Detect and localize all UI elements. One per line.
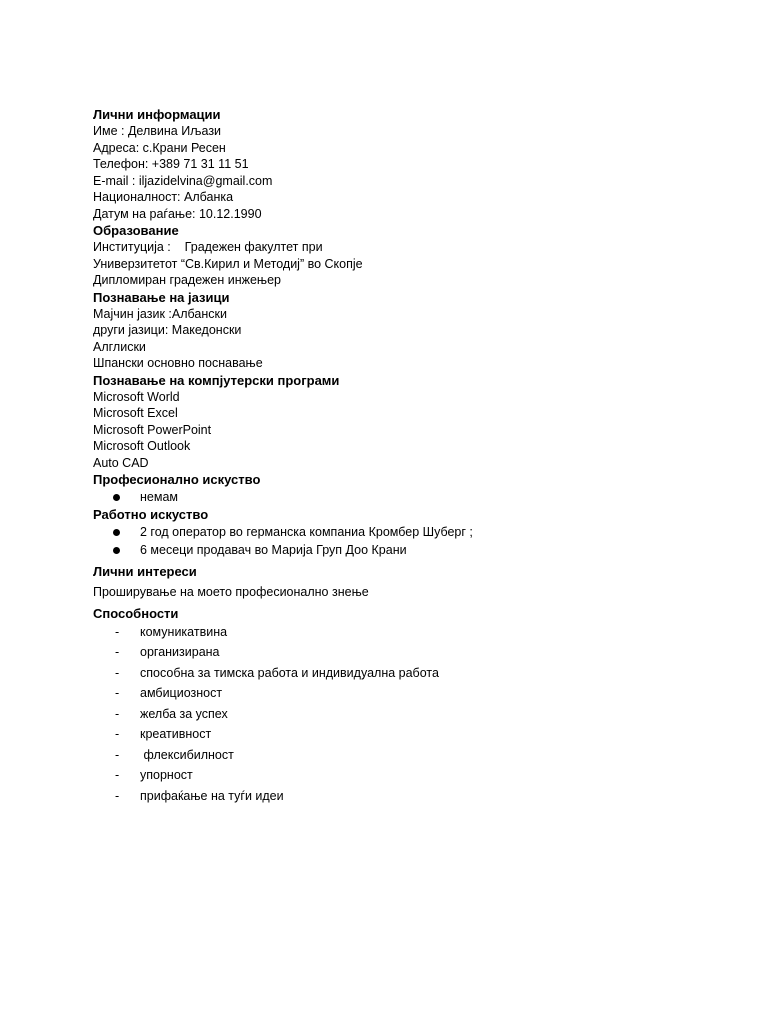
phone-line: Телефон: +389 71 31 11 51: [93, 157, 249, 171]
interests-text: Проширување на моето професионално знење: [93, 585, 369, 599]
email-line: E-mail : iljazidelvina@gmail.com: [93, 173, 273, 188]
name-line: Име : Делвина Иљази: [93, 124, 222, 138]
ability-text: креативност: [140, 727, 212, 741]
personal-info-heading: Лични информации: [93, 107, 221, 122]
education-heading: Образование: [93, 223, 179, 238]
language-line: други јазици: Македонски: [93, 323, 242, 337]
dash-marker: -: [115, 645, 120, 659]
professional-item-text: немам: [140, 489, 178, 504]
dash-marker: -: [115, 706, 120, 721]
dash-marker: -: [115, 686, 120, 700]
bullet-icon: [93, 524, 140, 541]
dash-marker: -: [115, 727, 120, 741]
language-line: Мајчин јазик :Албански: [93, 306, 227, 321]
nationality-line: Националност: Албанка: [93, 190, 234, 204]
list-item: [93, 488, 733, 506]
dash-marker: -: [115, 768, 120, 782]
interests-heading: Лични интереси: [93, 564, 197, 579]
list-item: [93, 622, 733, 643]
list-item: [93, 765, 733, 786]
list-item: [93, 663, 733, 684]
ability-text: прифаќање на туѓи идеи: [140, 788, 284, 803]
work-item-text: 6 месеци продавач во Марија Груп Доо Крани: [140, 542, 407, 557]
work-heading: Работно искуство: [93, 507, 209, 522]
work-item-text: 2 год оператор во германска компаниа Кромбер Шуберг ;: [140, 524, 473, 539]
ability-text: организирана: [140, 645, 220, 659]
address-line: Адреса: с.Крани Ресен: [93, 140, 226, 155]
education-university-line: Универзитетот “Св.Кирил и Методиј” во Скопје: [93, 256, 363, 271]
education-institution-line: Институција : Градежен факултет при: [93, 240, 323, 254]
language-line: Алглиски: [93, 339, 146, 354]
abilities-heading: Способности: [93, 605, 179, 621]
list-item: [93, 745, 733, 766]
dash-marker: -: [115, 747, 120, 762]
bullet-icon: [93, 542, 140, 559]
ability-text: комуникатвина: [140, 624, 228, 639]
software-line: Microsoft PowerPoint: [93, 422, 212, 437]
ability-text: способна за тимска работа и индивидуална работа: [140, 665, 439, 680]
list-item: [93, 704, 733, 725]
ability-text: амбициозност: [140, 686, 223, 700]
ability-text: желба за успех: [140, 706, 228, 721]
list-item: [93, 683, 733, 704]
software-line: Auto CAD: [93, 455, 149, 470]
education-degree-line: Дипломиран градежен инжењер: [93, 273, 281, 287]
bullet-icon: [93, 489, 140, 506]
list-item: [93, 541, 733, 559]
software-line: Microsoft Outlook: [93, 439, 191, 453]
software-heading: Познавање на компјутерски програми: [93, 372, 340, 388]
cv-document: [93, 106, 733, 806]
birthdate-line: Датум на раѓање: 10.12.1990: [93, 206, 262, 221]
software-line: Microsoft Excel: [93, 406, 178, 420]
software-line: Microsoft World: [93, 389, 180, 404]
list-item: [93, 642, 733, 663]
languages-heading: Познавање на јазици: [93, 289, 230, 305]
ability-text: флексибилност: [140, 747, 234, 762]
dash-marker: -: [115, 788, 120, 803]
list-item: [93, 786, 733, 807]
list-item: [93, 523, 733, 541]
dash-marker: -: [115, 624, 120, 639]
list-item: [93, 724, 733, 745]
ability-text: упорност: [140, 768, 193, 782]
dash-marker: -: [115, 665, 120, 680]
professional-heading: Професионално искуство: [93, 472, 261, 487]
language-line: Шпански основно поснавање: [93, 356, 263, 370]
